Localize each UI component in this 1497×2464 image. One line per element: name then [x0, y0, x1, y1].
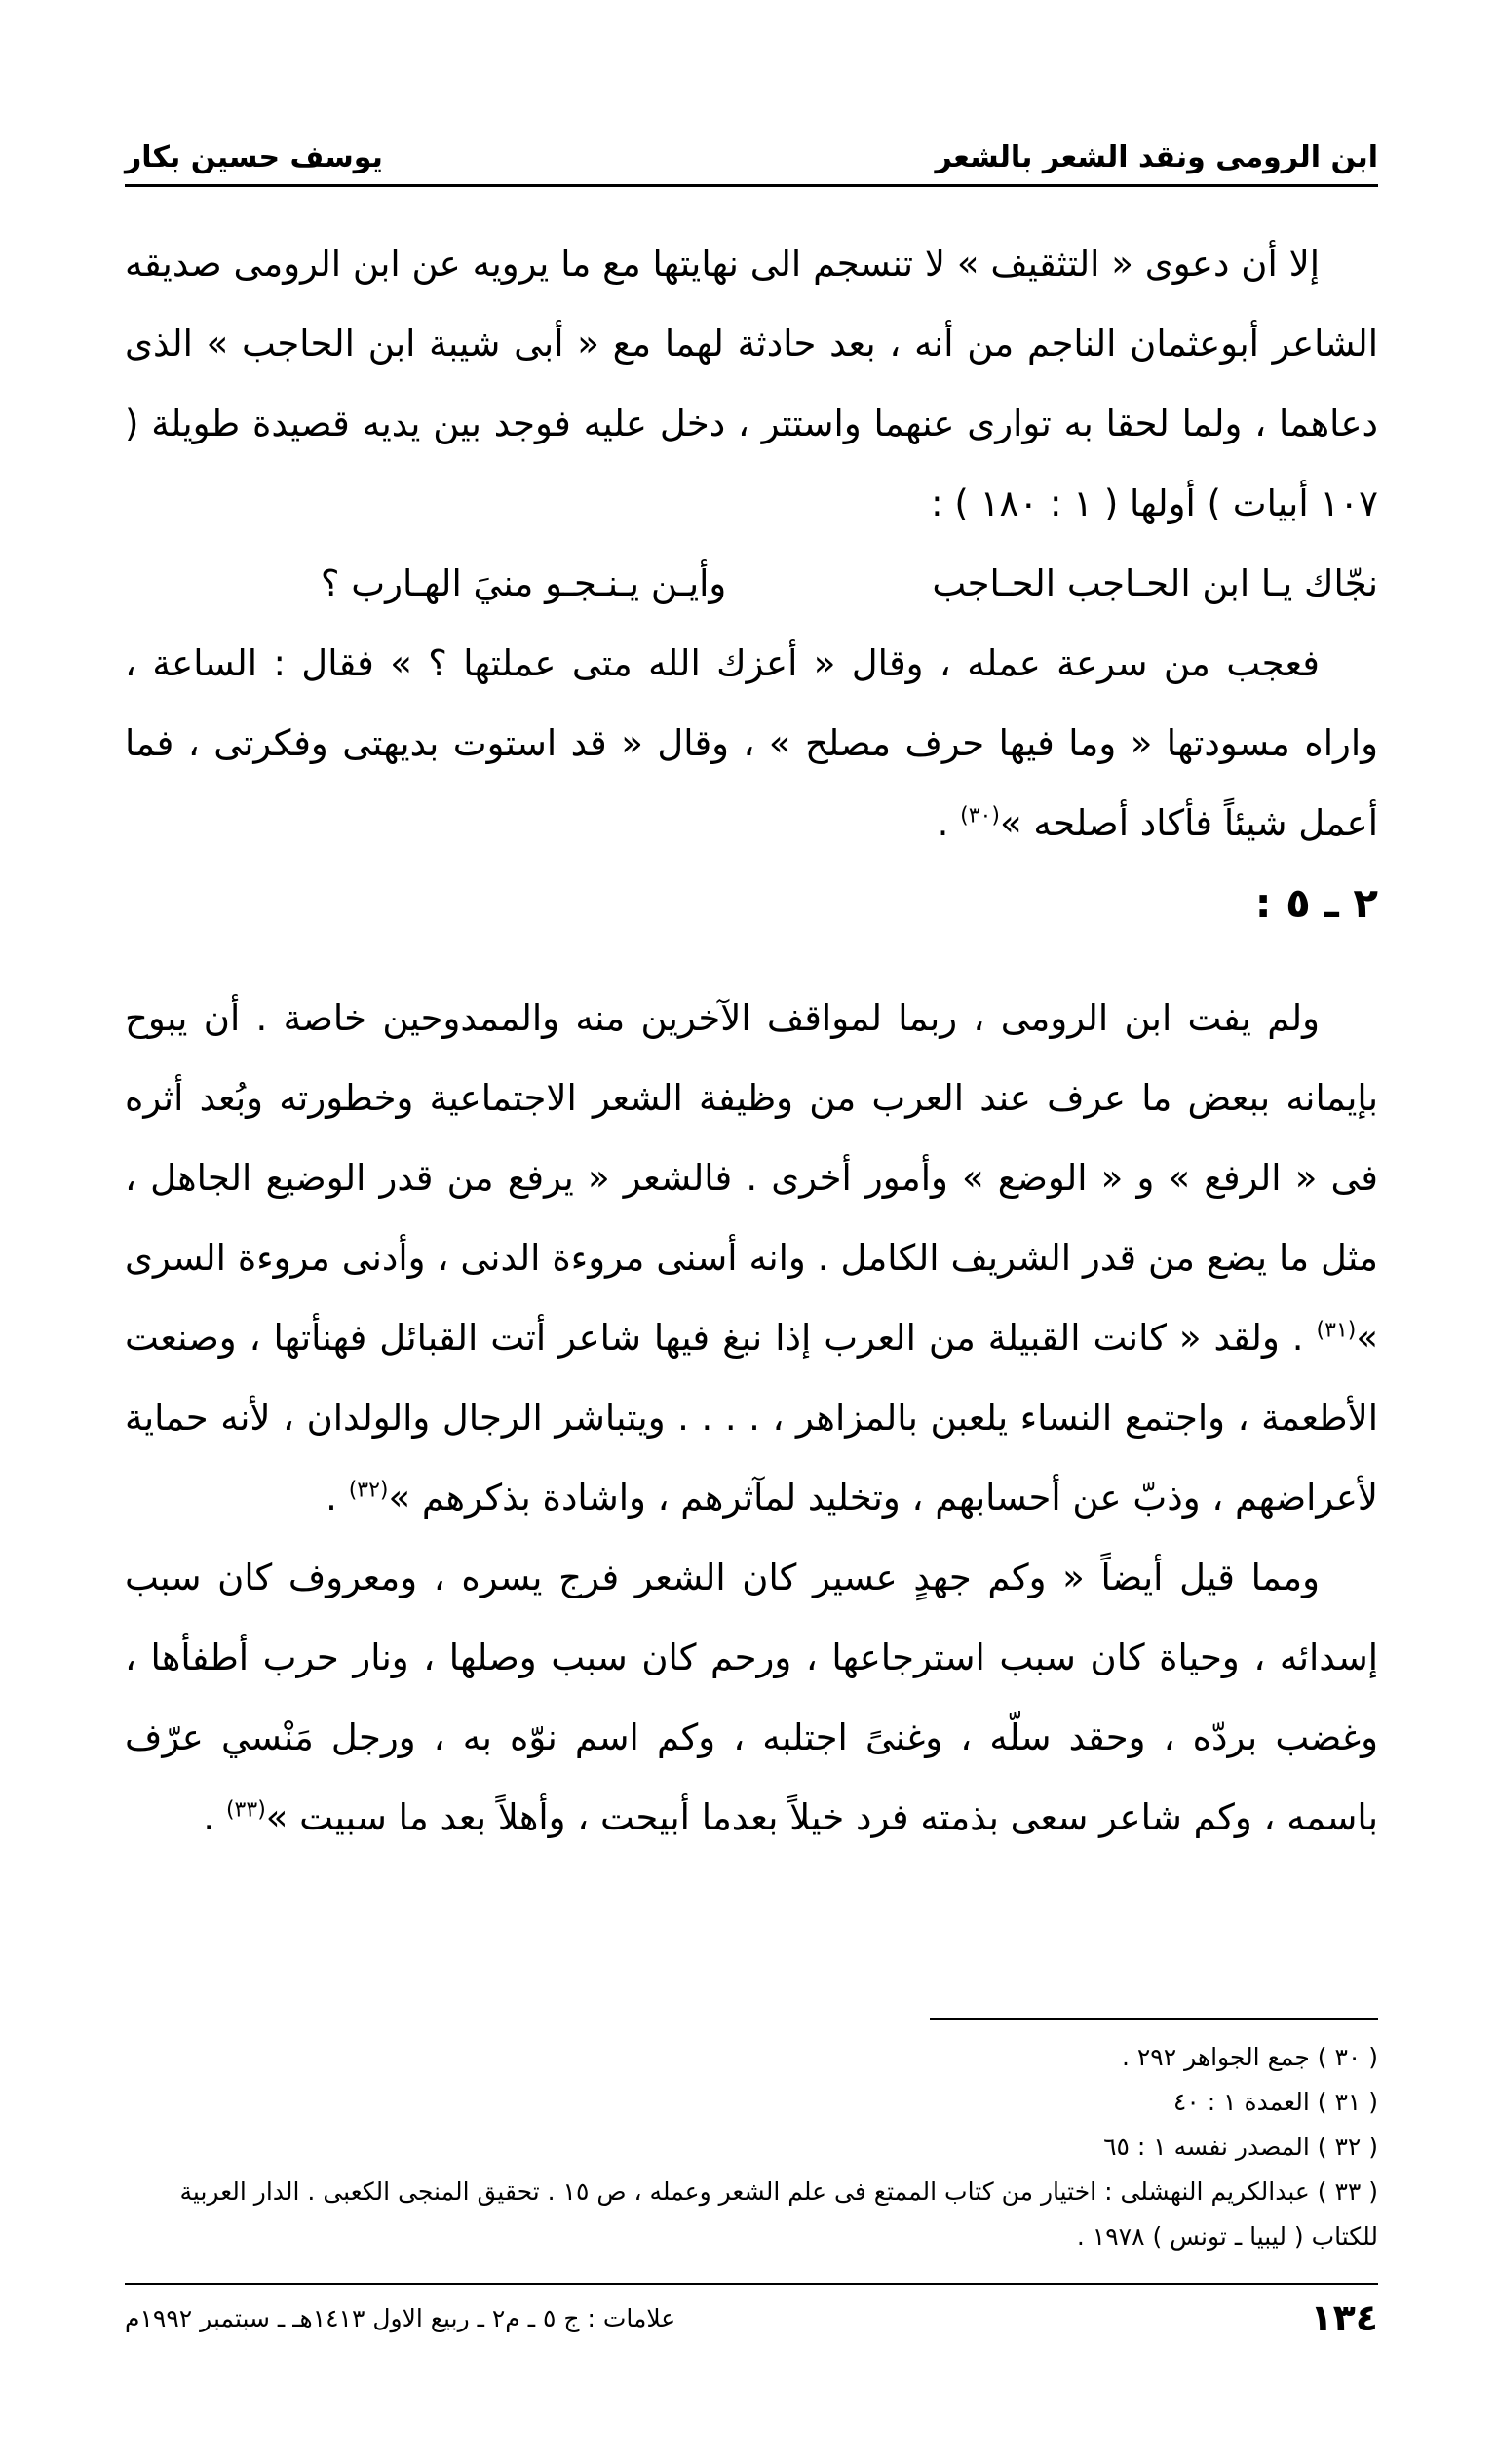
- paragraph-3: ولم يفت ابن الرومى ، ربما لمواقف الآخرين منه والممدوحين خاصة . أن يبوح بإيمانه ببعض ما عرف عند العرب من وظيفة الشعر الاجتماعية وخطورته وبُعد أثره فى « الرفع » و « الوضع » وأمور أخرى . فالشعر « يرفع من قدر الوضيع الجاهل ، مثل ما يضع من قدر الشريف الكامل . وانه أسنى مروءة الدنى ، وأدنى مروءة السرى »$^{(٣١)}$ . ولقد « كانت القبيلة من العرب إذا نبغ فيها شاعر أتت القبائل فهنأتها ، وصنعت الأطعمة ، واجتمع النساء يلعبن بالمزاهر ، . . . . ويتباشر الرجال والولدان ، لأنه حماية لأعراضهم ، وذبّ عن أحسابهم ، وتخليد لمآثرهم ، واشادة بذكرهم »$^{(٣٢)}$ .: [125, 997, 1379, 1519]
- book-title: ابن الرومى ونقد الشعر بالشعر: [935, 140, 1378, 174]
- paragraph-4: ومما قيل أيضاً « وكم جهدٍ عسير كان الشعر فرج يسره ، ومعروف كان سبب إسدائه ، وحياة كان سبب استرجاعها ، ورحم كان سبب وصلها ، ونار حرب أطفأها ، وغضب بردّه ، وحقد سلّه ، وغنىً اجتلبه ، وكم اسم نوّه به ، ورجل مَنْسي عرّف باسمه ، وكم شاعر سعى بذمته فرد خيلاً بعدما أبيحت ، وأهلاً بعد ما سبيت »$^{(٣٣)}$ .: [125, 1557, 1378, 1838]
- footnotes: [125, 2035, 1378, 2259]
- section-number: ٢ ـ ٥ :: [1254, 879, 1378, 927]
- footnote-ref-30[interactable]: (٣٠): [960, 803, 1000, 828]
- footnote-32: ( ٣٢ ) المصدر نفسه ١ : ٦٥: [1103, 2133, 1378, 2161]
- footnote-33: ( ٣٣ ) عبدالكريم النهشلى : اختيار من كتاب الممتع فى علم الشعر وعمله ، ص ١٥ . تحقيق المنجى الكعبى . الدار العربية للكتاب ( ليبيا ـ تونس ) ١٩٧٨ .: [179, 2177, 1378, 2251]
- page-number: ١٣٤: [1310, 2296, 1378, 2339]
- paragraph-1: إلا أن دعوى « التثقيف » لا تنسجم الى نهايتها مع ما يرويه عن ابن الرومى صديقه الشاعر أبوعثمان الناجم من أنه ، بعد حادثة لهما مع « أبى شيبة ابن الحاجب » الذى دعاهما ، ولما لحقا به توارى عنهما واستتر ، دخل عليه فوجد بين يديه قصيدة طويلة ( ١٠٧ أبيات ) أولها ( ١ : ١٨٠ ) :: [125, 243, 1378, 524]
- footnote-30: ( ٣٠ ) جمع الجواهر ٢٩٢ .: [1121, 2043, 1378, 2071]
- footer-divider: [125, 2283, 1378, 2285]
- author-name: يوسف حسين بكار: [125, 140, 383, 174]
- body-text: [125, 224, 1378, 1858]
- page: [125, 117, 1378, 2359]
- running-header: [125, 117, 1378, 187]
- paragraph-2: فعجب من سرعة عمله ، وقال « أعزك الله متى عملتها ؟ » فقال : الساعة ، واراه مسودتها « وما فيها حرف مصلح » ، وقال « قد استوت بديهتى وفكرتى ، فما أعمل شيئاً فأكاد أصلحه »$^{(٣٠)}$ .: [125, 642, 1378, 844]
- issue-info: علامات : ج ٥ ـ م٢ ـ ربيع الاول ١٤١٣هـ ـ سبتمبر ١٩٩٢م: [125, 2303, 676, 2332]
- footnote-ref-32[interactable]: (٣٢): [348, 1478, 389, 1503]
- page-footer: [125, 2292, 1378, 2343]
- footnote-ref-33[interactable]: (٣٣): [225, 1797, 266, 1823]
- verse-hemistich-2: وأيـن يـنـجـو منيَ الهـارب ؟: [320, 562, 727, 604]
- footnote-divider: [930, 2018, 1378, 2020]
- verse-line: [125, 544, 1378, 624]
- verse-hemistich-1: نجّاك يـا ابن الحـاجب الحـاجب: [932, 562, 1378, 604]
- footnote-ref-31[interactable]: (٣١): [1316, 1318, 1357, 1343]
- footnote-31: ( ٣١ ) العمدة ١ : ٤٠: [1172, 2088, 1378, 2116]
